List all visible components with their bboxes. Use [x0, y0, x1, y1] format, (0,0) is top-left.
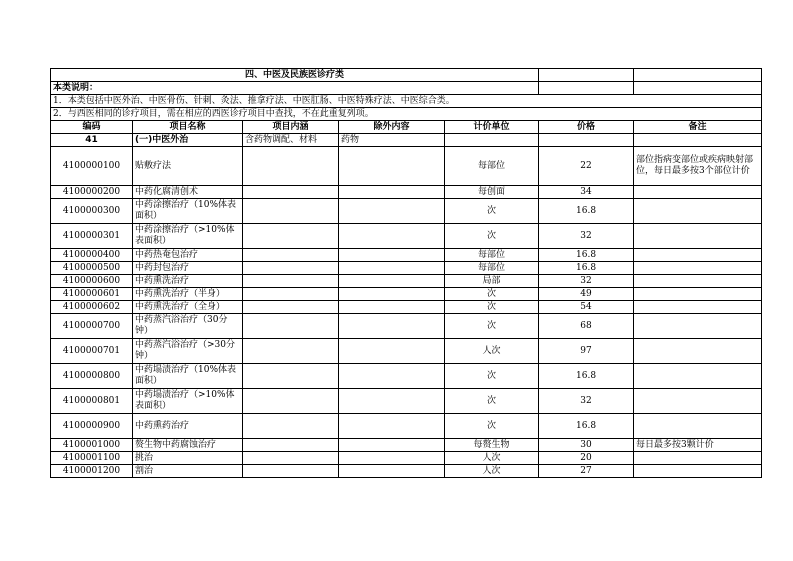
note-text: 1．本类包括中医外治、中医骨伤、针刺、灸法、推拿疗法、中医肛肠、中医特殊疗法、中医综合类。	[51, 95, 762, 108]
item-content	[243, 224, 339, 249]
empty-cell	[339, 82, 445, 95]
empty-cell	[243, 82, 339, 95]
section-name: (一)中医外治	[133, 134, 243, 147]
item-code: 4100000301	[51, 224, 133, 249]
item-name: 中药熏洗治疗（半身）	[133, 288, 243, 301]
item-exclusion	[339, 147, 445, 186]
item-content	[243, 199, 339, 224]
item-unit: 次	[445, 288, 539, 301]
item-name: 中药塌渍治疗（10%体表面积）	[133, 364, 243, 389]
item-remark	[634, 262, 762, 275]
item-content	[243, 439, 339, 452]
item-code: 4100000200	[51, 186, 133, 199]
item-price: 16.8	[539, 262, 634, 275]
fee-table	[50, 68, 762, 478]
section-row	[51, 134, 762, 147]
item-unit: 每创面	[445, 186, 539, 199]
item-remark	[634, 249, 762, 262]
item-exclusion	[339, 224, 445, 249]
item-exclusion	[339, 414, 445, 439]
header-content: 项目内涵	[243, 121, 339, 134]
table-row	[51, 186, 762, 199]
table-row	[51, 275, 762, 288]
item-unit: 人次	[445, 465, 539, 478]
item-content	[243, 301, 339, 314]
item-remark	[634, 301, 762, 314]
empty-cell	[445, 82, 539, 95]
empty-cell	[133, 82, 243, 95]
item-exclusion	[339, 288, 445, 301]
item-price: 22	[539, 147, 634, 186]
item-content	[243, 275, 339, 288]
item-exclusion	[339, 186, 445, 199]
item-name: 中药蒸汽浴治疗（>30分钟）	[133, 339, 243, 364]
item-exclusion	[339, 389, 445, 414]
item-name: 中药热奄包治疗	[133, 249, 243, 262]
item-price: 16.8	[539, 364, 634, 389]
table-row	[51, 262, 762, 275]
item-content	[243, 147, 339, 186]
item-price: 16.8	[539, 414, 634, 439]
item-exclusion	[339, 275, 445, 288]
item-unit: 每部位	[445, 262, 539, 275]
item-unit: 每部位	[445, 249, 539, 262]
empty-cell	[539, 134, 634, 147]
item-name: 中药涂擦治疗（>10%体表面积）	[133, 224, 243, 249]
item-code: 4100000700	[51, 314, 133, 339]
description-label-row	[51, 82, 762, 95]
item-exclusion	[339, 314, 445, 339]
table-row	[51, 439, 762, 452]
item-name: 赘生物中药腐蚀治疗	[133, 439, 243, 452]
item-exclusion	[339, 339, 445, 364]
item-content	[243, 314, 339, 339]
item-code: 4100000600	[51, 275, 133, 288]
item-exclusion	[339, 249, 445, 262]
header-row	[51, 121, 762, 134]
item-content	[243, 249, 339, 262]
item-remark	[634, 414, 762, 439]
item-unit: 次	[445, 301, 539, 314]
table-row	[51, 249, 762, 262]
item-price: 30	[539, 439, 634, 452]
item-code: 4100000800	[51, 364, 133, 389]
header-price: 价格	[539, 121, 634, 134]
header-name: 项目名称	[133, 121, 243, 134]
item-remark	[634, 465, 762, 478]
item-exclusion	[339, 465, 445, 478]
item-content	[243, 339, 339, 364]
item-price: 49	[539, 288, 634, 301]
item-remark	[634, 339, 762, 364]
empty-cell	[634, 82, 762, 95]
header-unit: 计价单位	[445, 121, 539, 134]
item-name: 中药熏洗治疗	[133, 275, 243, 288]
item-unit: 次	[445, 364, 539, 389]
item-remark	[634, 364, 762, 389]
item-code: 4100000601	[51, 288, 133, 301]
item-content	[243, 414, 339, 439]
item-name: 中药化腐清创术	[133, 186, 243, 199]
item-code: 4100000801	[51, 389, 133, 414]
table-row	[51, 224, 762, 249]
item-content	[243, 364, 339, 389]
item-price: 32	[539, 275, 634, 288]
item-name: 中药熏药治疗	[133, 414, 243, 439]
item-price: 16.8	[539, 199, 634, 224]
table-row	[51, 288, 762, 301]
table-row	[51, 465, 762, 478]
item-content	[243, 389, 339, 414]
item-code: 4100000602	[51, 301, 133, 314]
description-label: 本类说明：	[51, 82, 133, 95]
item-unit: 次	[445, 314, 539, 339]
table-row	[51, 389, 762, 414]
item-code: 4100000100	[51, 147, 133, 186]
table-row	[51, 339, 762, 364]
item-price: 32	[539, 389, 634, 414]
item-code: 4100000701	[51, 339, 133, 364]
item-exclusion	[339, 439, 445, 452]
item-unit: 次	[445, 414, 539, 439]
empty-cell	[539, 82, 634, 95]
item-code: 4100000500	[51, 262, 133, 275]
section-content: 含药物调配、材料	[243, 134, 339, 147]
item-price: 54	[539, 301, 634, 314]
title-row	[51, 69, 762, 82]
item-unit: 每部位	[445, 147, 539, 186]
item-remark: 部位指病变部位或疾病映射部位，每日最多按3个部位计价	[634, 147, 762, 186]
table-row	[51, 452, 762, 465]
item-remark	[634, 314, 762, 339]
item-name: 挑治	[133, 452, 243, 465]
item-code: 4100000300	[51, 199, 133, 224]
header-remark: 备注	[634, 121, 762, 134]
item-code: 4100000400	[51, 249, 133, 262]
empty-cell	[634, 134, 762, 147]
item-price: 68	[539, 314, 634, 339]
table-title: 四、中医及民族医诊疗类	[51, 69, 539, 82]
item-code: 4100001200	[51, 465, 133, 478]
item-remark: 每日最多按3颗计价	[634, 439, 762, 452]
item-unit: 次	[445, 389, 539, 414]
item-price: 32	[539, 224, 634, 249]
item-unit: 次	[445, 224, 539, 249]
table-row	[51, 147, 762, 186]
item-remark	[634, 452, 762, 465]
item-content	[243, 288, 339, 301]
item-name: 贴敷疗法	[133, 147, 243, 186]
note-row	[51, 95, 762, 108]
empty-cell	[445, 134, 539, 147]
item-remark	[634, 275, 762, 288]
item-code: 4100001100	[51, 452, 133, 465]
item-name: 中药塌渍治疗（>10%体表面积）	[133, 389, 243, 414]
empty-cell	[634, 69, 762, 82]
section-code: 41	[51, 134, 133, 147]
item-content	[243, 262, 339, 275]
item-remark	[634, 186, 762, 199]
item-name: 割治	[133, 465, 243, 478]
item-remark	[634, 224, 762, 249]
item-unit: 人次	[445, 339, 539, 364]
item-price: 20	[539, 452, 634, 465]
item-exclusion	[339, 452, 445, 465]
item-code: 4100001000	[51, 439, 133, 452]
table-row	[51, 414, 762, 439]
item-code: 4100000900	[51, 414, 133, 439]
item-content	[243, 465, 339, 478]
item-unit: 局部	[445, 275, 539, 288]
item-name: 中药封包治疗	[133, 262, 243, 275]
item-exclusion	[339, 199, 445, 224]
item-name: 中药涂擦治疗（10%体表面积）	[133, 199, 243, 224]
table-row	[51, 364, 762, 389]
table-row	[51, 301, 762, 314]
item-content	[243, 452, 339, 465]
item-exclusion	[339, 364, 445, 389]
item-unit: 人次	[445, 452, 539, 465]
item-remark	[634, 288, 762, 301]
item-price: 16.8	[539, 249, 634, 262]
item-exclusion	[339, 262, 445, 275]
item-price: 97	[539, 339, 634, 364]
table-row	[51, 199, 762, 224]
header-exclusion: 除外内容	[339, 121, 445, 134]
item-price: 34	[539, 186, 634, 199]
table-row	[51, 314, 762, 339]
item-unit: 每赘生物	[445, 439, 539, 452]
note-row	[51, 108, 762, 121]
empty-cell	[539, 69, 634, 82]
item-remark	[634, 199, 762, 224]
table-body	[51, 69, 762, 478]
item-content	[243, 186, 339, 199]
section-exclusion: 药物	[339, 134, 445, 147]
note-text: 2．与西医相同的诊疗项目，需在相应的西医诊疗项目中查找，不在此重复列项。	[51, 108, 762, 121]
item-exclusion	[339, 301, 445, 314]
item-name: 中药熏洗治疗（全身）	[133, 301, 243, 314]
item-remark	[634, 389, 762, 414]
item-price: 27	[539, 465, 634, 478]
header-code: 编码	[51, 121, 133, 134]
item-unit: 次	[445, 199, 539, 224]
item-name: 中药蒸汽浴治疗（30分钟）	[133, 314, 243, 339]
